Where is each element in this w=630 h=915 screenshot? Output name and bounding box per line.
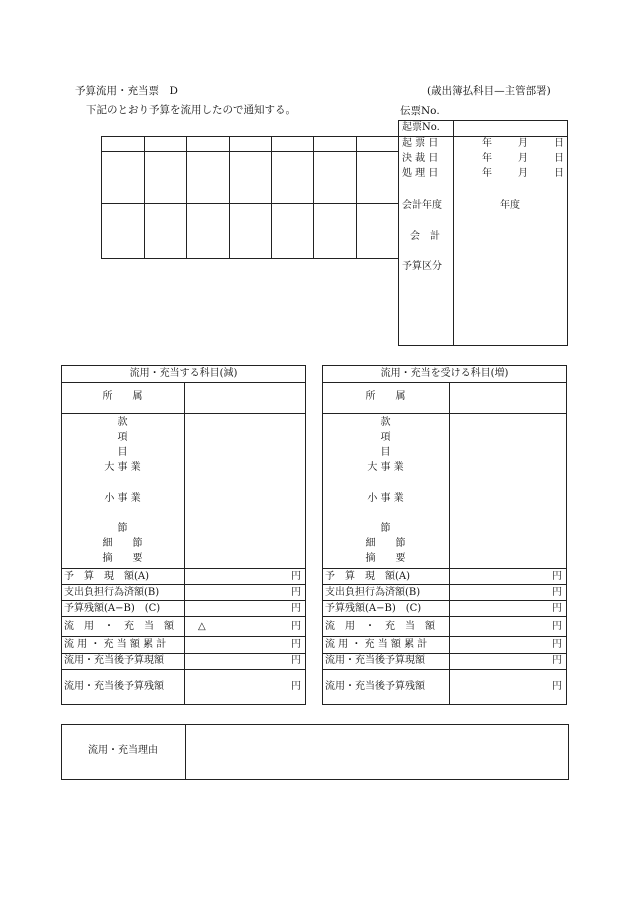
date-label-shori: 処 理 日	[402, 168, 439, 179]
item-tekiyo: 摘 要	[365, 553, 406, 564]
row-yosan-zangaku: 予算残額(A−B) (C)	[325, 603, 422, 614]
row-ryuyo-go-gengaku: 流用・充当後予算現額	[325, 655, 425, 666]
row-yosan-gengaku: 予 算 現 額(A)	[325, 571, 411, 582]
yen-unit: 円	[552, 603, 562, 614]
yen-unit: 円	[552, 655, 562, 666]
item-kou: 項	[380, 432, 391, 443]
yen-unit: 円	[291, 571, 301, 582]
row-ryuyo-gaku: 流 用 ・ 充 当 額	[325, 621, 435, 632]
row-shishutsu-futan: 支出負担行為済額(B)	[325, 587, 421, 598]
item-kan: 款	[380, 417, 391, 428]
row-ryuyo-go-zangaku: 流用・充当後予算残額	[325, 681, 425, 692]
shozoku-label: 所 属	[102, 391, 143, 402]
slip-no-label: 伝票No.	[400, 105, 440, 117]
yen-unit: 円	[552, 681, 562, 692]
date-label-kihyo: 起 票 日	[402, 138, 439, 149]
shozoku-label: 所 属	[365, 391, 406, 402]
yen-unit: 円	[291, 621, 301, 632]
dept-note: (歳出簿払科目—主管部署)	[427, 85, 551, 97]
item-sho-jigyo: 小 事 業	[104, 493, 141, 504]
date-month: 月	[518, 138, 528, 149]
row-ryuyo-ruikei: 流 用 ・ 充 当 額 累 計	[325, 639, 428, 650]
date-month: 月	[518, 153, 528, 164]
section-header: 流用・充当する科目(減)	[129, 368, 238, 379]
triangle-mark: △	[198, 621, 206, 632]
date-day: 日	[554, 138, 564, 149]
yen-unit: 円	[291, 587, 301, 598]
row-shishutsu-futan: 支出負担行為済額(B)	[64, 587, 160, 598]
date-label-kessai: 決 裁 日	[402, 153, 439, 164]
kihyo-no-label: 起票No.	[402, 122, 440, 133]
yen-unit: 円	[552, 587, 562, 598]
yen-unit: 円	[291, 603, 301, 614]
row-ryuyo-go-gengaku: 流用・充当後予算現額	[64, 655, 164, 666]
yen-unit: 円	[291, 655, 301, 666]
row-yosan-gengaku: 予 算 現 額(A)	[64, 571, 150, 582]
reason-label: 流用・充当理由	[88, 745, 158, 756]
notice-text: 下記のとおり予算を流用したので通知する。	[86, 104, 296, 116]
row-ryuyo-ruikei: 流 用 ・ 充 当 額 累 計	[64, 639, 167, 650]
date-year: 年	[482, 138, 492, 149]
fiscal-year-value: 年度	[500, 200, 520, 211]
item-kou: 項	[117, 432, 128, 443]
yen-unit: 円	[552, 571, 562, 582]
date-month: 月	[518, 168, 528, 179]
date-day: 日	[554, 168, 564, 179]
account-label: 会 計	[410, 231, 440, 242]
yen-unit: 円	[291, 681, 301, 692]
fiscal-year-label: 会計年度	[402, 200, 442, 211]
form-title: 予算流用・充当票 D	[75, 85, 178, 97]
item-sho-jigyo: 小 事 業	[367, 493, 404, 504]
item-dai-jigyo: 大 事 業	[104, 462, 141, 473]
row-ryuyo-gaku: 流 用 ・ 充 当 額	[64, 621, 174, 632]
item-moku: 目	[380, 447, 391, 458]
item-moku: 目	[117, 447, 128, 458]
date-year: 年	[482, 168, 492, 179]
item-saisetsu: 細 節	[102, 538, 143, 549]
yen-unit: 円	[552, 621, 562, 632]
item-setsu: 節	[380, 523, 391, 534]
item-setsu: 節	[117, 523, 128, 534]
item-saisetsu: 細 節	[365, 538, 406, 549]
item-kan: 款	[117, 417, 128, 428]
row-ryuyo-go-zangaku: 流用・充当後予算残額	[64, 681, 164, 692]
date-day: 日	[554, 153, 564, 164]
section-header: 流用・充当を受ける科目(増)	[380, 368, 509, 379]
row-yosan-zangaku: 予算残額(A−B) (C)	[64, 603, 161, 614]
budget-class-label: 予算区分	[402, 261, 442, 272]
yen-unit: 円	[291, 639, 301, 650]
date-year: 年	[482, 153, 492, 164]
item-tekiyo: 摘 要	[102, 553, 143, 564]
item-dai-jigyo: 大 事 業	[367, 462, 404, 473]
yen-unit: 円	[552, 639, 562, 650]
